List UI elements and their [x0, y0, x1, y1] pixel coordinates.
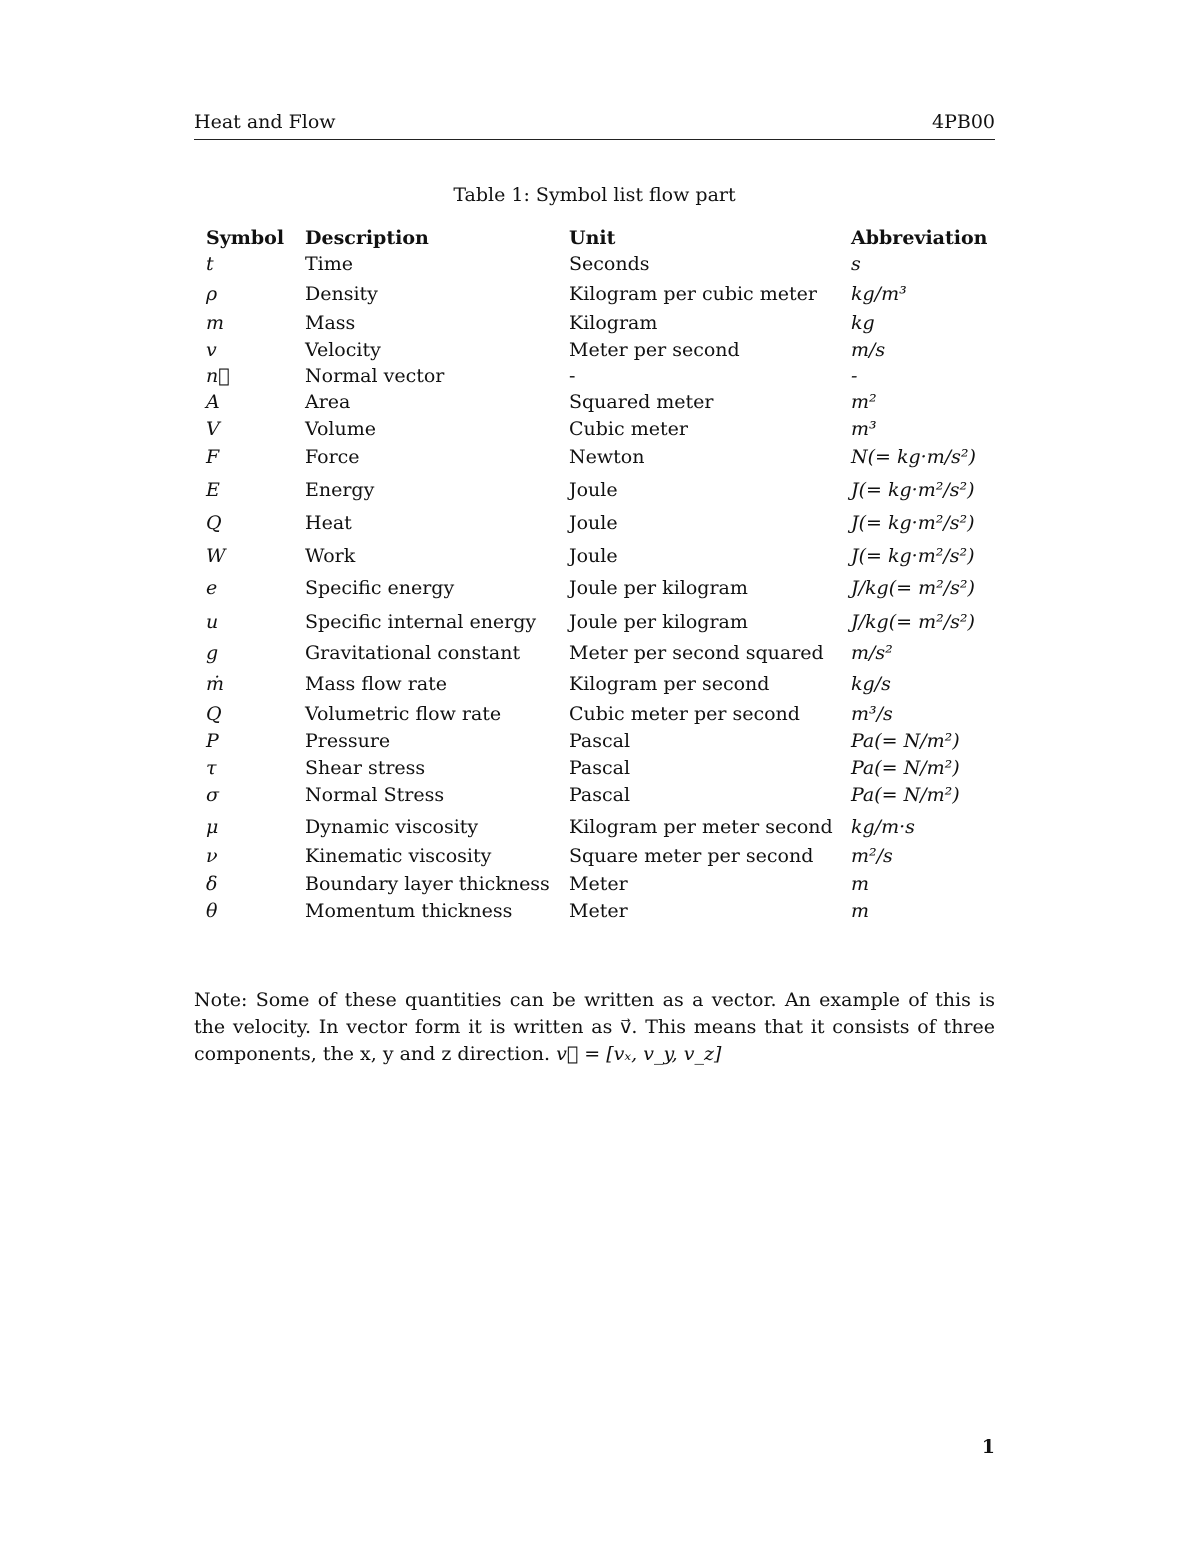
cell-unit: Square meter per second	[569, 845, 814, 867]
cell-abbreviation: J(= kg·m²/s²)	[851, 512, 975, 534]
note-paragraph	[194, 987, 995, 1068]
cell-abbreviation: J/kg(= m²/s²)	[851, 577, 975, 599]
cell-abbreviation: m²/s	[851, 845, 893, 867]
cell-unit: Kilogram per cubic meter	[569, 283, 817, 305]
cell-unit: Kilogram	[569, 312, 658, 334]
cell-unit: Joule	[569, 479, 618, 501]
cell-symbol: E	[206, 479, 220, 501]
cell-symbol: δ	[206, 873, 218, 895]
cell-unit: Cubic meter	[569, 418, 688, 440]
cell-abbreviation: m³/s	[851, 703, 893, 725]
cell-symbol: u	[206, 611, 219, 633]
cell-abbreviation: s	[851, 253, 861, 275]
cell-symbol: n⃗	[206, 365, 230, 387]
cell-abbreviation: m	[851, 873, 870, 895]
cell-symbol: F	[206, 446, 220, 468]
cell-unit: Meter	[569, 873, 628, 895]
cell-abbreviation: m/s	[851, 339, 886, 361]
cell-symbol: ρ	[206, 283, 218, 305]
cell-description: Normal vector	[305, 365, 445, 387]
page-number: 1	[981, 1436, 995, 1458]
cell-description: Velocity	[305, 339, 381, 361]
cell-abbreviation: N(= kg·m/s²)	[851, 446, 976, 468]
cell-symbol: g	[206, 642, 219, 664]
cell-description: Boundary layer thickness	[305, 873, 550, 895]
table-caption: Table 1: Symbol list flow part	[453, 184, 736, 206]
cell-abbreviation: m/s²	[851, 642, 893, 664]
cell-unit: Kilogram per second	[569, 673, 770, 695]
cell-unit: Cubic meter per second	[569, 703, 800, 725]
cell-unit: -	[569, 365, 576, 387]
cell-description: Density	[305, 283, 378, 305]
cell-unit: Pascal	[569, 757, 631, 779]
velocity-components-formula: v⃗ = [vₓ, v_y, v_z]	[556, 1043, 722, 1065]
cell-description: Specific energy	[305, 577, 455, 599]
cell-description: Pressure	[305, 730, 391, 752]
cell-unit: Meter	[569, 900, 628, 922]
cell-unit: Seconds	[569, 253, 650, 275]
cell-symbol: θ	[206, 900, 218, 922]
column-header-abbreviation: Abbreviation	[851, 227, 988, 249]
cell-description: Kinematic viscosity	[305, 845, 492, 867]
cell-symbol: A	[206, 391, 220, 413]
cell-abbreviation: J(= kg·m²/s²)	[851, 479, 975, 501]
cell-symbol: μ	[206, 816, 219, 838]
cell-description: Mass	[305, 312, 356, 334]
running-header-code: 4PB00	[931, 111, 995, 133]
header-rule	[194, 139, 995, 140]
cell-abbreviation: m³	[851, 418, 877, 440]
cell-description: Heat	[305, 512, 352, 534]
cell-abbreviation: Pa(= N/m²)	[851, 730, 960, 752]
cell-description: Volumetric flow rate	[305, 703, 502, 725]
cell-description: Momentum thickness	[305, 900, 513, 922]
cell-abbreviation: kg/m·s	[851, 816, 915, 838]
cell-abbreviation: J(= kg·m²/s²)	[851, 545, 975, 567]
cell-abbreviation: kg	[851, 312, 875, 334]
cell-unit: Squared meter	[569, 391, 714, 413]
cell-symbol: v	[206, 339, 217, 361]
cell-abbreviation: kg/s	[851, 673, 891, 695]
cell-abbreviation: -	[851, 365, 858, 387]
cell-description: Dynamic viscosity	[305, 816, 479, 838]
cell-description: Time	[305, 253, 354, 275]
cell-description: Shear stress	[305, 757, 426, 779]
cell-abbreviation: m	[851, 900, 870, 922]
cell-unit: Meter per second squared	[569, 642, 824, 664]
cell-symbol: W	[206, 545, 226, 567]
cell-abbreviation: J/kg(= m²/s²)	[851, 611, 975, 633]
cell-symbol: Q	[206, 512, 222, 534]
cell-symbol: σ	[206, 784, 219, 806]
column-header-description: Description	[305, 227, 429, 249]
cell-symbol: V	[206, 418, 220, 440]
cell-abbreviation: Pa(= N/m²)	[851, 784, 960, 806]
cell-symbol: ṁ	[206, 673, 225, 695]
cell-description: Mass flow rate	[305, 673, 448, 695]
cell-description: Normal Stress	[305, 784, 445, 806]
cell-symbol: τ	[206, 757, 217, 779]
cell-abbreviation: kg/m³	[851, 283, 907, 305]
cell-description: Gravitational constant	[305, 642, 521, 664]
cell-unit: Meter per second	[569, 339, 740, 361]
cell-unit: Joule per kilogram	[569, 611, 748, 633]
cell-symbol: e	[206, 577, 218, 599]
cell-unit: Joule	[569, 512, 618, 534]
cell-symbol: Q	[206, 703, 222, 725]
note-text: Note: Some of these quantities can be written as a vector. An example of this is the velocity. In vector form it is written as v⃗. This means that it consists of three components, the x, y and z direction.	[194, 989, 995, 1065]
cell-symbol: ν	[206, 845, 218, 867]
cell-unit: Newton	[569, 446, 645, 468]
cell-description: Volume	[305, 418, 376, 440]
cell-description: Area	[305, 391, 351, 413]
cell-description: Specific internal energy	[305, 611, 537, 633]
cell-description: Work	[305, 545, 356, 567]
cell-unit: Joule per kilogram	[569, 577, 748, 599]
cell-unit: Kilogram per meter second	[569, 816, 833, 838]
cell-unit: Joule	[569, 545, 618, 567]
cell-symbol: P	[206, 730, 219, 752]
cell-description: Force	[305, 446, 360, 468]
cell-unit: Pascal	[569, 784, 631, 806]
cell-unit: Pascal	[569, 730, 631, 752]
column-header-symbol: Symbol	[206, 227, 285, 249]
cell-abbreviation: m²	[851, 391, 877, 413]
cell-symbol: m	[206, 312, 225, 334]
cell-description: Energy	[305, 479, 375, 501]
cell-abbreviation: Pa(= N/m²)	[851, 757, 960, 779]
running-header-title: Heat and Flow	[194, 111, 336, 133]
column-header-unit: Unit	[569, 227, 616, 249]
cell-symbol: t	[206, 253, 214, 275]
